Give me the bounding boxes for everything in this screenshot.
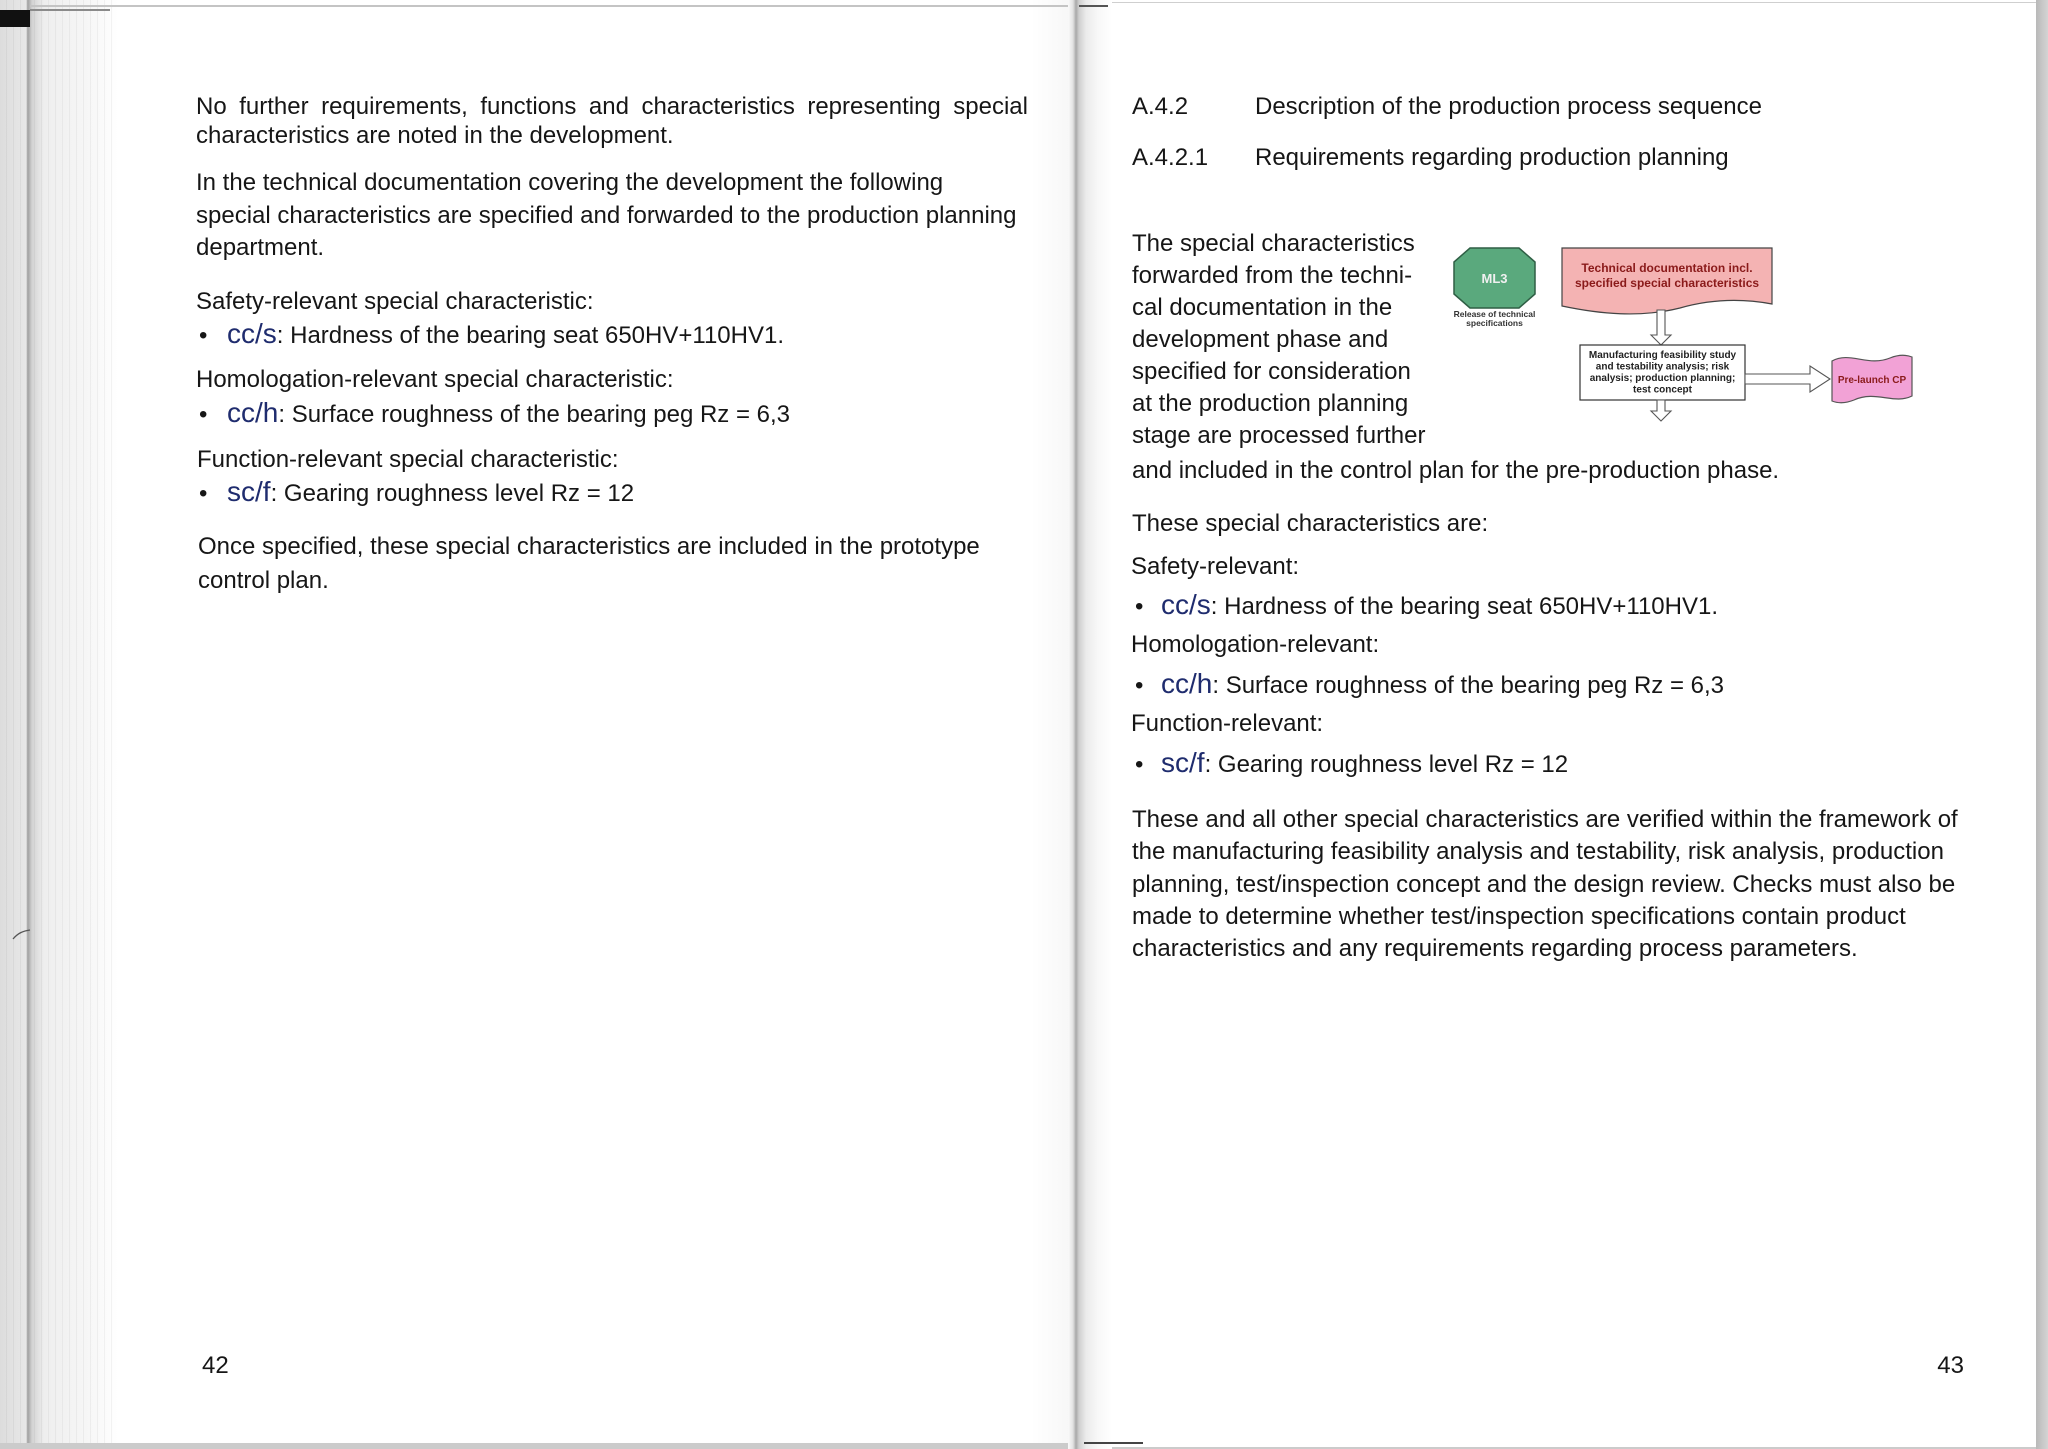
paragraph-line: the manufacturing feasibility analysis and testability, risk analysis, production bbox=[1132, 838, 1944, 866]
section-title: Description of the production process sequence bbox=[1255, 93, 1762, 120]
bullet-marker: • bbox=[1135, 751, 1144, 778]
subsection-title: Requirements regarding production planning bbox=[1255, 144, 1729, 171]
function-list-item bbox=[199, 478, 634, 510]
paragraph-line: control plan. bbox=[198, 567, 329, 594]
milestone-caption-line: Release of technical bbox=[1453, 309, 1536, 319]
process-box-line: analysis; production planning; bbox=[1589, 373, 1736, 384]
technical-documentation-node bbox=[1562, 248, 1772, 314]
right-page-edge bbox=[2036, 0, 2048, 1449]
milestone-caption-line: specifications bbox=[1466, 318, 1523, 328]
down-arrow-icon bbox=[1651, 310, 1671, 345]
process-box-line: test concept bbox=[1633, 384, 1692, 396]
bullet-marker: • bbox=[199, 401, 208, 428]
function-heading: Function-relevant special characteristic: bbox=[197, 446, 619, 473]
intro-paragraph bbox=[196, 92, 1028, 150]
subsection-heading bbox=[1132, 142, 1729, 174]
section-heading bbox=[1132, 91, 1762, 123]
paragraph-line: Once specified, these special characteristics are included in the prototype bbox=[198, 533, 980, 560]
paragraph-line: These and all other special characteristics are verified within the framework of bbox=[1132, 806, 1958, 833]
characteristic-description: : Gearing roughness level Rz = 12 bbox=[270, 480, 635, 507]
homologation-heading: Homologation-relevant: bbox=[1131, 631, 1380, 658]
characteristic-code: cc/s bbox=[1161, 589, 1211, 620]
page-number-right: 43 bbox=[1937, 1352, 1964, 1379]
paragraph-line: made to determine whether test/inspection specifications contain product bbox=[1132, 902, 1906, 930]
characteristic-description: : Surface roughness of the bearing peg Rz = 6,3 bbox=[278, 401, 791, 428]
homologation-heading: Homologation-relevant special characteristic: bbox=[196, 366, 674, 393]
characteristic-code: cc/h bbox=[227, 397, 279, 428]
paragraph-line: The special characteristics bbox=[1132, 230, 1415, 257]
process-box-line: Manufacturing feasibility study bbox=[1588, 350, 1737, 361]
characteristic-code: cc/h bbox=[1161, 668, 1213, 699]
process-flow-diagram bbox=[1440, 240, 1940, 440]
tech-doc-label-line: Technical documentation incl. bbox=[1581, 261, 1753, 275]
scan-mark bbox=[10, 925, 34, 945]
function-heading: Function-relevant: bbox=[1131, 710, 1324, 737]
safety-list-item bbox=[199, 320, 784, 352]
page-edge-stack bbox=[0, 0, 118, 1443]
paragraph-line: characteristics are noted in the development. bbox=[196, 122, 674, 149]
gutter-bottom-mark bbox=[1084, 1442, 1143, 1444]
paragraph-line: cal documentation in the bbox=[1132, 294, 1393, 321]
book-gutter bbox=[1068, 0, 1112, 1449]
characteristic-description: : Gearing roughness level Rz = 12 bbox=[1204, 751, 1569, 778]
milestone-ml3 bbox=[1454, 248, 1536, 328]
scan-corner-line bbox=[30, 9, 110, 11]
feasibility-study-node bbox=[1580, 345, 1745, 400]
characteristic-code: cc/s bbox=[227, 318, 277, 349]
scan-corner-mark bbox=[0, 10, 30, 27]
subsection-number: A.4.2.1 bbox=[1132, 144, 1209, 171]
list-intro: These special characteristics are: bbox=[1132, 510, 1489, 537]
paragraph-line: No further requirements, functions and characteristics representing special bbox=[196, 93, 1028, 120]
homologation-list-item bbox=[1135, 670, 1724, 702]
paragraph-line: development phase and bbox=[1132, 326, 1389, 353]
left-page-top-edge bbox=[30, 5, 1074, 7]
paragraph-line: department. bbox=[196, 234, 325, 261]
tech-doc-label-line: specified special characteristics bbox=[1574, 276, 1760, 290]
bullet-marker: • bbox=[1135, 593, 1144, 620]
characteristic-description: : Surface roughness of the bearing peg Rz = 6,3 bbox=[1212, 672, 1725, 699]
documentation-paragraph bbox=[196, 167, 1016, 265]
bullet-marker: • bbox=[199, 322, 208, 349]
down-arrow-icon bbox=[1651, 400, 1671, 421]
right-page-top-edge bbox=[1084, 2, 2036, 3]
paragraph-line: characteristics and any requirements regarding process parameters. bbox=[1132, 935, 1858, 963]
paragraph-line: and included in the control plan for the pre-production phase. bbox=[1132, 457, 1780, 484]
characteristic-code: sc/f bbox=[227, 476, 271, 507]
characteristic-description: : Hardness of the bearing seat 650HV+110HV1. bbox=[276, 322, 784, 349]
right-arrow-icon bbox=[1745, 366, 1830, 392]
paragraph-line: forwarded from the techni- bbox=[1132, 262, 1413, 289]
section-number: A.4.2 bbox=[1132, 93, 1189, 120]
prelaunch-control-plan-node bbox=[1832, 355, 1912, 403]
safety-heading: Safety-relevant: bbox=[1131, 553, 1300, 580]
bullet-marker: • bbox=[199, 480, 208, 507]
characteristic-code: sc/f bbox=[1161, 747, 1205, 778]
paragraph-line: stage are processed further bbox=[1132, 422, 1426, 449]
prelaunch-label: Pre-launch CP bbox=[1837, 375, 1907, 386]
safety-list-item bbox=[1135, 591, 1718, 623]
paragraph-line: special characteristics are specified and forwarded to the production planning bbox=[196, 201, 1017, 229]
paragraph-line: In the technical documentation covering the development the following bbox=[196, 169, 944, 196]
paragraph-line: planning, test/inspection concept and the design review. Checks must also be bbox=[1132, 870, 1956, 898]
milestone-label: ML3 bbox=[1481, 271, 1508, 286]
homologation-list-item bbox=[199, 399, 790, 431]
paragraph-line: specified for consideration bbox=[1132, 358, 1411, 385]
process-box-line: and testability analysis; risk bbox=[1595, 361, 1730, 373]
function-list-item bbox=[1135, 749, 1568, 781]
bullet-marker: • bbox=[1135, 672, 1144, 699]
verification-paragraph bbox=[1132, 804, 1958, 965]
characteristic-description: : Hardness of the bearing seat 650HV+110HV1. bbox=[1210, 593, 1718, 620]
gutter-top-mark bbox=[1079, 5, 1108, 7]
paragraph-line: at the production planning bbox=[1132, 390, 1409, 417]
safety-heading: Safety-relevant special characteristic: bbox=[196, 288, 594, 315]
control-plan-paragraph bbox=[198, 530, 980, 598]
page-number-left: 42 bbox=[202, 1352, 229, 1379]
